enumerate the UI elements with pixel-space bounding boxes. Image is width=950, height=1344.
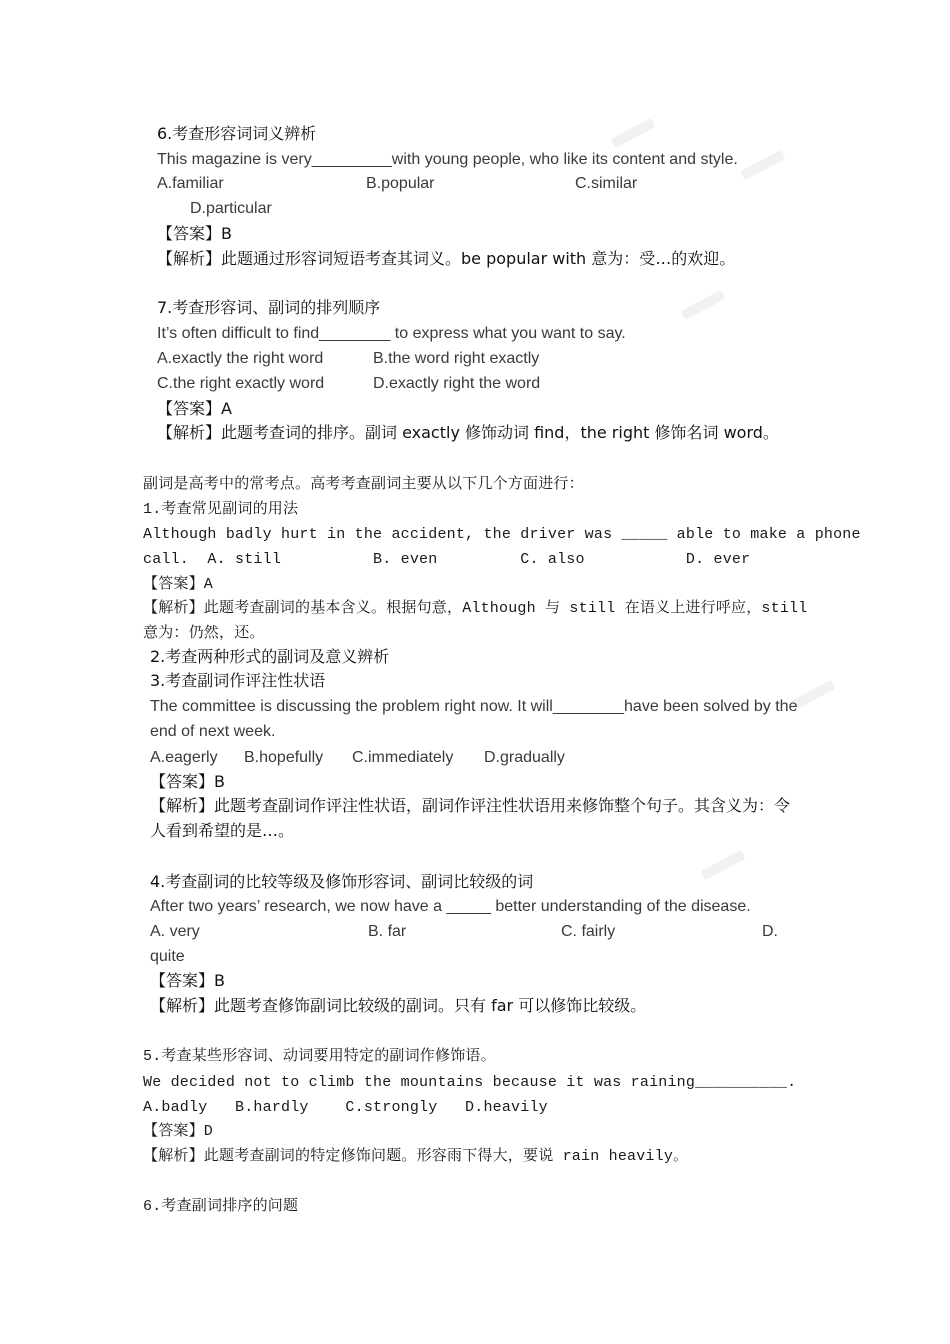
q6-stem: This magazine is very_________with young people, who like its content and style. — [157, 151, 738, 168]
p3-option-d: D.gradually — [484, 749, 565, 766]
q7-option-c: C.the right exactly word — [157, 375, 325, 392]
q6-option-b: B.popular — [366, 175, 435, 192]
p5-analysis: 【解析】此题考查副词的特定修饰问题。形容雨下得大，要说 rain heavily。 — [143, 1148, 689, 1165]
p4-option-c: C. fairly — [561, 923, 616, 940]
p1-analysis-line-2: 意为：仍然，还。 — [143, 625, 265, 642]
p1-stem-line-1: Although badly hurt in the accident, the driver was _____ able to make a phone — [143, 526, 861, 543]
q7-stem: It’s often difficult to find________ to express what you want to say. — [157, 325, 626, 342]
p4-analysis: 【解析】此题考查修饰副词比较级的副词。只有 far 可以修饰比较级。 — [150, 996, 647, 1015]
q6-answer: 【答案】B — [157, 224, 232, 243]
p3-option-c: C.immediately — [352, 749, 454, 766]
p4-option-a: A. very — [150, 923, 200, 940]
p4-stem: After two years’ research, we now have a _____ better understanding of the disease. — [150, 898, 751, 915]
q7-answer: 【答案】A — [157, 399, 232, 418]
p4-answer: 【答案】B — [150, 971, 225, 990]
p4-title: 4.考查副词的比较等级及修饰形容词、副词比较级的词 — [150, 872, 534, 891]
p4-option-d-text: quite — [150, 948, 185, 965]
p5-answer: 【答案】D — [143, 1123, 214, 1140]
p4-option-d-label: D. — [762, 923, 778, 940]
q7-option-b: B.the word right exactly — [373, 350, 540, 367]
q7-option-a: A.exactly the right word — [157, 350, 324, 367]
p6-title: 6.考查副词排序的问题 — [143, 1198, 299, 1215]
watermark-mark — [680, 290, 725, 320]
q6-option-d: D.particular — [190, 200, 272, 217]
p5-options: A.badly B.hardly C.strongly D.heavily — [143, 1099, 548, 1116]
q7-analysis: 【解析】此题考查词的排序。副词 exactly 修饰动词 find，the right 修饰名词 word。 — [157, 423, 779, 442]
p3-option-a: A.eagerly — [150, 749, 218, 766]
p1-analysis-line-1: 【解析】此题考查副词的基本含义。根据句意，Although 与 still 在语义上进行呼应，still — [143, 600, 808, 617]
p5-stem: We decided not to climb the mountains because it was raining__________. — [143, 1074, 797, 1091]
p3-title: 3.考查副词作评注性状语 — [150, 671, 326, 690]
p3-stem-line-2: end of next week. — [150, 723, 276, 740]
q7-option-d: D.exactly right the word — [373, 375, 541, 392]
q6-analysis: 【解析】此题通过形容词短语考查其词义。be popular with 意为：受…的欢迎。 — [157, 249, 736, 268]
p3-option-b: B.hopefully — [244, 749, 324, 766]
p3-analysis-line-2: 人看到希望的是…。 — [150, 821, 295, 840]
q6-option-c: C.similar — [575, 175, 638, 192]
p4-option-b: B. far — [368, 923, 407, 940]
p1-answer: 【答案】A — [143, 576, 214, 593]
watermark-mark — [610, 118, 655, 148]
watermark-mark — [700, 850, 745, 880]
p3-stem-line-1: The committee is discussing the problem right now. It will________have been solved by the — [150, 698, 798, 715]
intro-paragraph: 副词是高考中的常考点。高考考查副词主要从以下几个方面进行： — [143, 476, 584, 493]
q6-title: 6.考查形容词词义辨析 — [157, 124, 317, 143]
q7-title: 7.考查形容词、副词的排列顺序 — [157, 298, 381, 317]
watermark-mark — [740, 150, 785, 180]
p3-answer: 【答案】B — [150, 772, 225, 791]
p5-title: 5.考查某些形容词、动词要用特定的副词作修饰语。 — [143, 1048, 496, 1065]
p1-title: 1.考查常见副词的用法 — [143, 501, 299, 518]
q6-option-a: A.familiar — [157, 175, 224, 192]
p3-analysis-line-1: 【解析】此题考查副词作评注性状语，副词作评注性状语用来修饰整个句子。其含义为：令 — [150, 796, 791, 815]
p2-title: 2.考查两种形式的副词及意义辨析 — [150, 647, 390, 666]
p1-stem-line-2: call. A. still B. even C. also D. ever — [143, 551, 751, 568]
